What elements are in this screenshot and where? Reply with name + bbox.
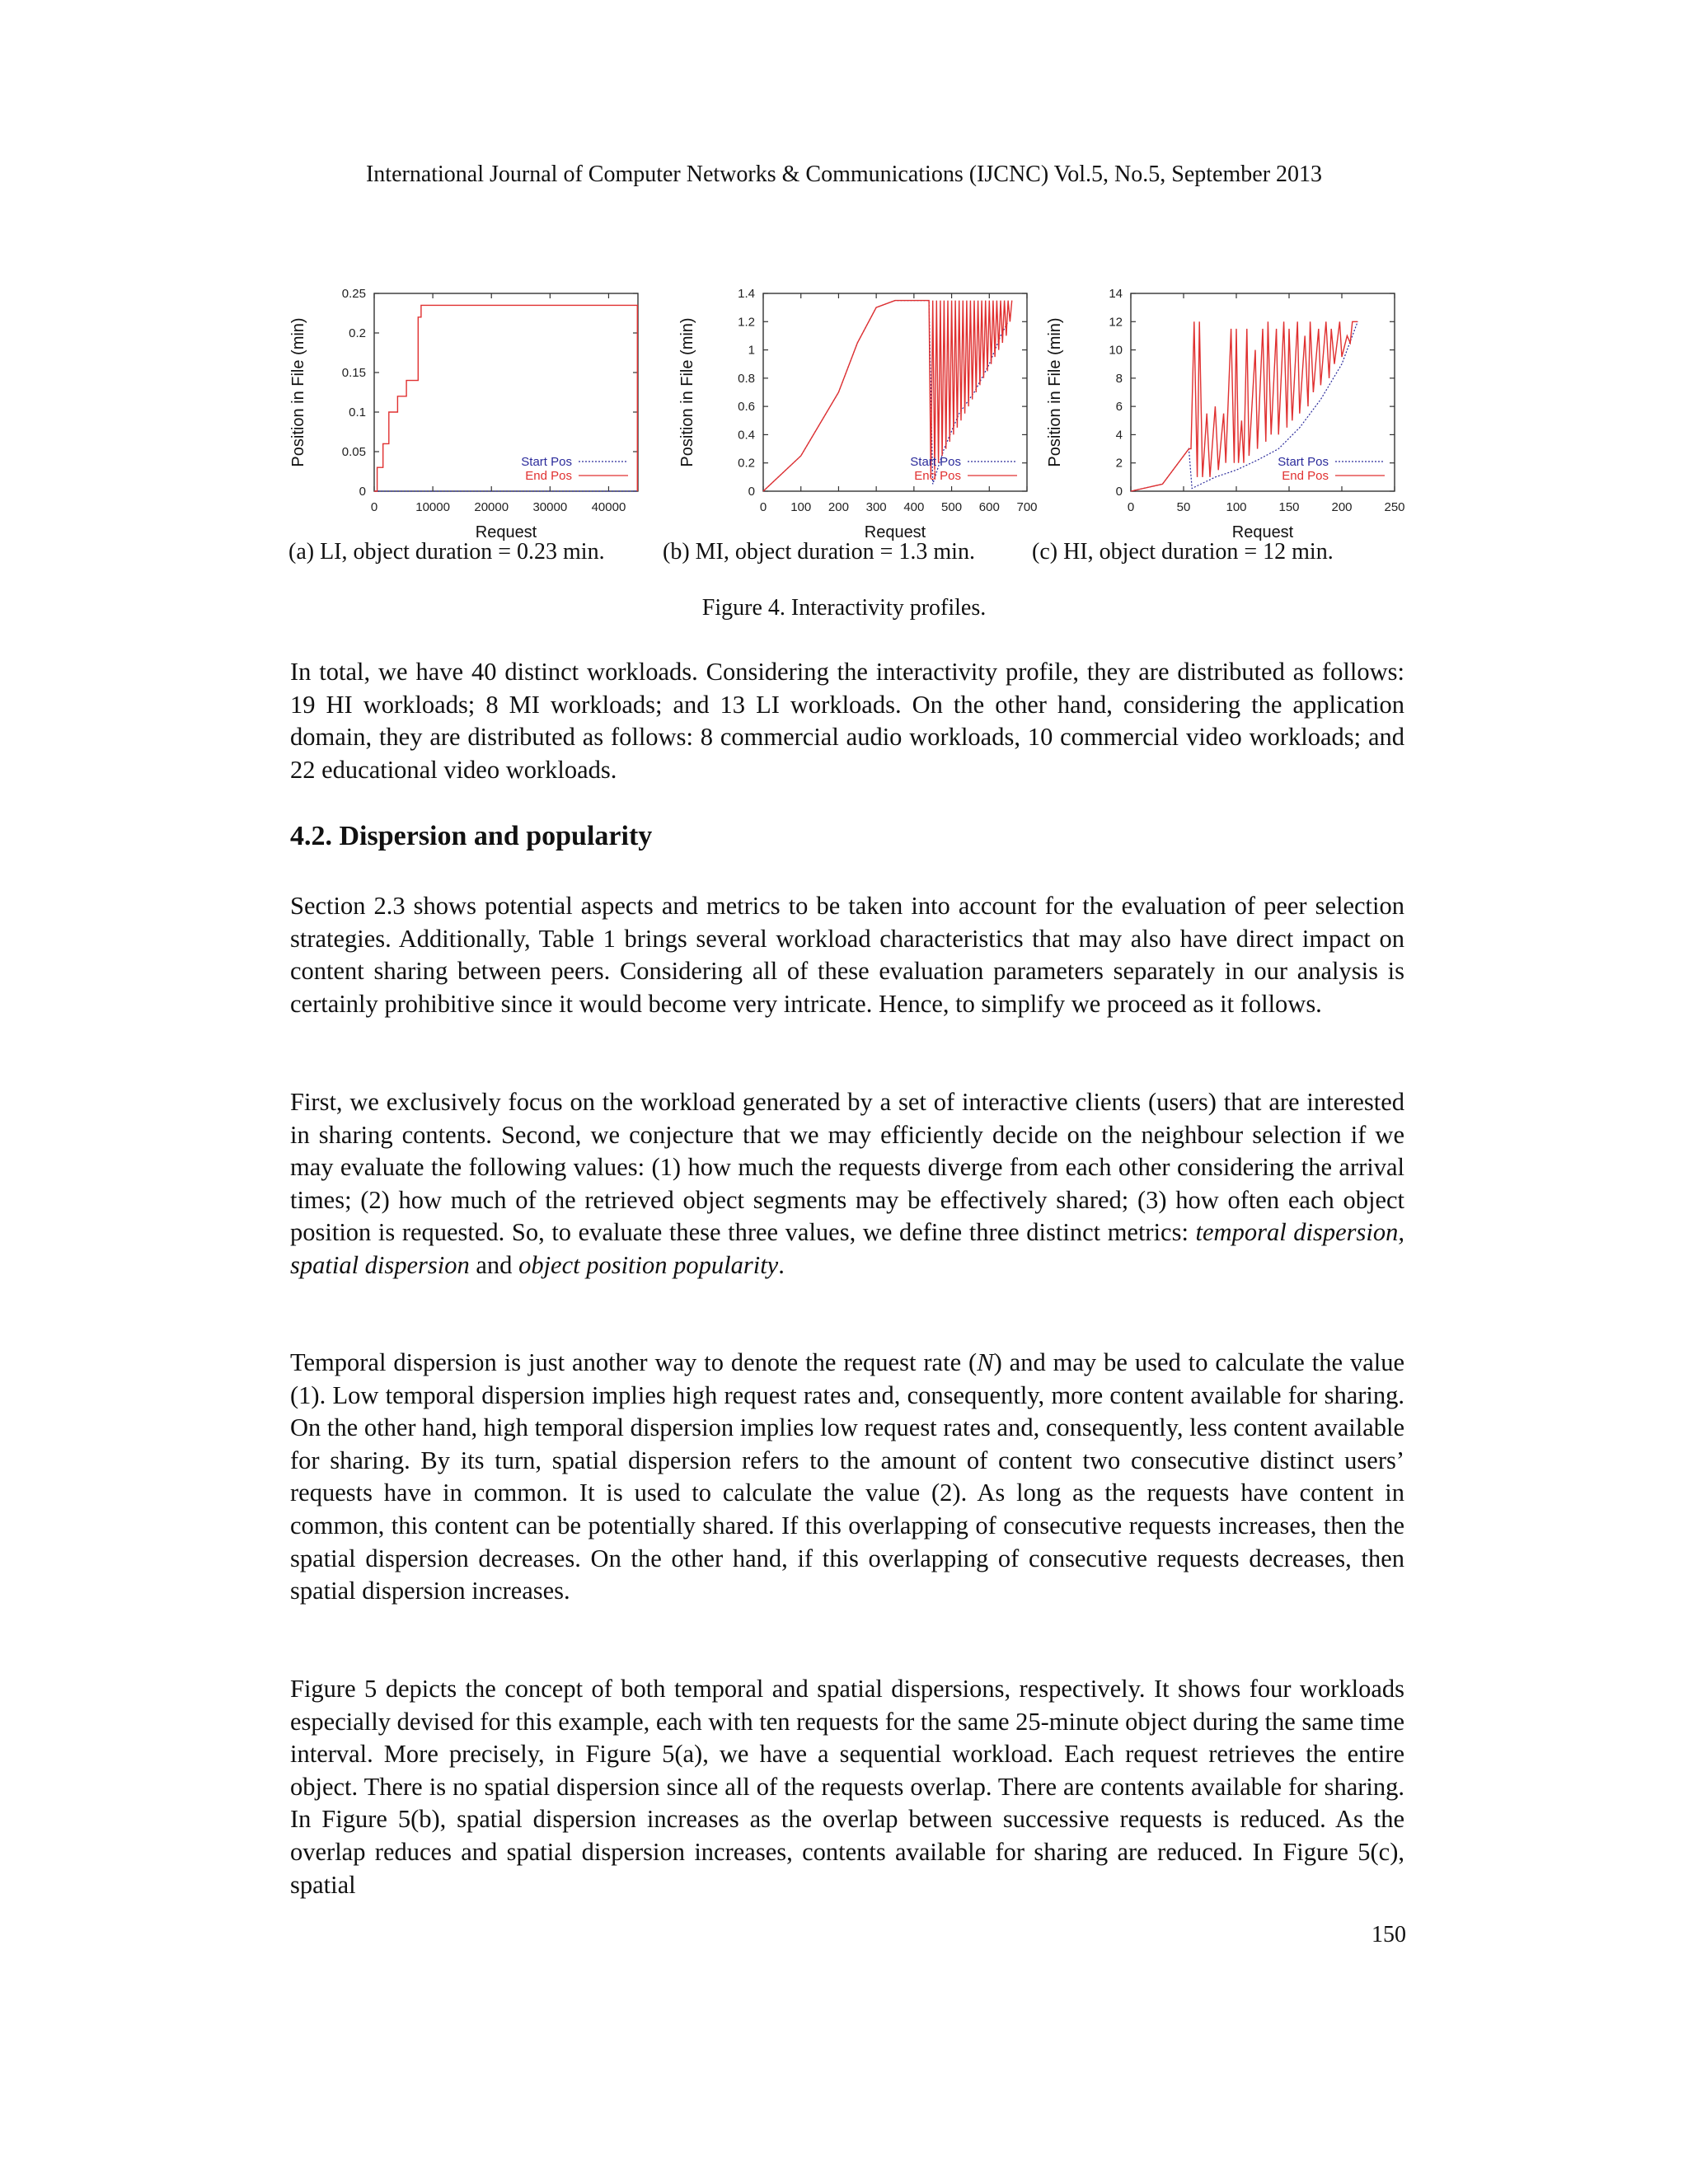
- y-tick-label: 0.2: [349, 326, 366, 340]
- x-tick-label: 30000: [532, 500, 568, 514]
- y-tick-label: 2: [1115, 456, 1123, 471]
- y-tick-label: 0.05: [341, 445, 366, 459]
- x-tick-label: 150: [1278, 500, 1300, 514]
- x-axis-label: Request: [1231, 523, 1294, 541]
- y-tick-label: 12: [1109, 315, 1123, 330]
- metrics-text-c: .: [778, 1250, 785, 1279]
- figure-4: [284, 279, 1424, 542]
- y-tick-label: 0.8: [738, 371, 755, 386]
- y-tick-label: 10: [1109, 343, 1123, 358]
- x-tick-label: 100: [790, 500, 812, 514]
- legend-label: Start Pos: [910, 455, 961, 469]
- y-tick-label: 0.1: [349, 405, 366, 419]
- x-tick-label: 250: [1384, 500, 1405, 514]
- y-tick-label: 0.2: [738, 456, 755, 471]
- legend-label: End Pos: [525, 469, 572, 483]
- chart-li: [284, 279, 646, 542]
- section-heading: 4.2. Dispersion and popularity: [290, 821, 653, 851]
- x-tick-label: 0: [1127, 500, 1135, 514]
- paragraph-evaluation-parameters: Section 2.3 shows potential aspects and metrics to be taken into account for the evaluation of peer selection strategies. Additionally, Table 1 brings several workload characteristics that may also have direct impact on content sharing between peers. Considering all of these evaluation parameters separately in our analysis is certainly prohibitive since it would become very intricate. Hence, to simplify we proceed as it follows.: [290, 892, 1404, 1018]
- x-tick-label: 700: [1016, 500, 1038, 514]
- y-tick-label: 14: [1109, 287, 1123, 301]
- y-tick-label: 0.6: [738, 400, 755, 415]
- metrics-term-dispersion: temporal dispersion, spatial dispersion: [290, 1218, 1404, 1279]
- paragraph-metrics: [290, 1086, 1404, 1282]
- y-tick-label: 0.4: [738, 428, 755, 443]
- paragraph-workloads: In total, we have 40 distinct workloads. Considering the interactivity profile, they are distributed as follows: 19 HI workloads; 8 MI workloads; and 13 LI workloads. On the other hand, considering the application domain, they are distributed as follows: 8 commercial audio workloads, 10 commercial video workloads; and 22 educational video workloads.: [290, 658, 1404, 784]
- metrics-term-popularity: object position popularity: [518, 1250, 779, 1279]
- subcaption-b: (b) MI, object duration = 1.3 min.: [663, 539, 975, 565]
- x-tick-label: 200: [1331, 500, 1353, 514]
- x-tick-label: 40000: [591, 500, 626, 514]
- running-header: International Journal of Computer Networks & Communications (IJCNC) Vol.5, No.5, September 2013: [365, 162, 1323, 187]
- chart-mi: [673, 279, 1038, 542]
- x-tick-label: 10000: [415, 500, 450, 514]
- y-tick-label: 0: [748, 485, 755, 499]
- y-tick-label: 6: [1115, 400, 1123, 415]
- x-axis-label: Request: [864, 523, 926, 541]
- series-line-end-pos: [763, 301, 1012, 491]
- y-tick-label: 0.15: [341, 366, 366, 380]
- x-tick-label: 50: [1176, 500, 1191, 514]
- x-axis-label: Request: [475, 523, 537, 541]
- y-tick-label: 1.2: [738, 315, 755, 330]
- legend-label: Start Pos: [521, 455, 572, 469]
- chart-hi: [1040, 279, 1403, 542]
- y-tick-label: 0: [359, 485, 366, 499]
- x-tick-label: 100: [1226, 500, 1247, 514]
- legend-label: End Pos: [914, 469, 961, 483]
- subcaption-a: (a) LI, object duration = 0.23 min.: [288, 539, 605, 565]
- legend-label: End Pos: [1282, 469, 1329, 483]
- x-tick-label: 600: [978, 500, 1000, 514]
- y-axis-label: Position in File (min): [289, 317, 307, 467]
- y-tick-label: 1.4: [738, 287, 755, 301]
- temporal-text-b: ) and may be used to calculate the value (1). Low temporal dispersion implies high request rates and, consequently, more content available for sharing. On the other hand, high temporal dispersion implies low request rates and, consequently, less content available for sharing. By its turn, spatial dispersion refers to the amount of content two consecutive distinct users’ requests have in common. It is used to calculate the value (2). As long as the requests have content in common, this content can be potentially shared. If this overlapping of consecutive requests increases, then the spatial dispersion decreases. On the other hand, if this overlapping of consecutive requests decreases, then spatial dispersion increases.: [290, 1348, 1404, 1605]
- x-tick-label: 300: [865, 500, 887, 514]
- y-tick-label: 1: [748, 343, 755, 358]
- y-axis-label: Position in File (min): [1046, 317, 1064, 467]
- x-tick-label: 0: [370, 500, 378, 514]
- series-line-end-pos: [374, 305, 637, 491]
- x-tick-label: 500: [941, 500, 963, 514]
- x-tick-label: 0: [759, 500, 767, 514]
- y-tick-label: 8: [1115, 371, 1123, 386]
- figure-caption: Figure 4. Interactivity profiles.: [701, 595, 987, 621]
- paragraph-temporal-spatial: [290, 1347, 1404, 1608]
- y-tick-label: 4: [1115, 428, 1123, 443]
- x-tick-label: 400: [903, 500, 925, 514]
- page-number: 150: [1372, 1922, 1406, 1947]
- metrics-text-b: and: [469, 1250, 519, 1279]
- temporal-symbol-n: N: [977, 1348, 994, 1376]
- x-tick-label: 20000: [474, 500, 509, 514]
- legend-label: Start Pos: [1278, 455, 1329, 469]
- subcaption-c: (c) HI, object duration = 12 min.: [1032, 539, 1334, 565]
- y-tick-label: 0.25: [341, 287, 366, 301]
- y-tick-label: 0: [1115, 485, 1123, 499]
- temporal-text-a: Temporal dispersion is just another way to denote the request rate (: [290, 1348, 978, 1376]
- x-tick-label: 200: [828, 500, 849, 514]
- y-axis-label: Position in File (min): [678, 317, 696, 467]
- metrics-text-a: First, we exclusively focus on the workload generated by a set of interactive clients (users) that are interested in sharing contents. Second, we conjecture that we may efficiently decide on the neighbour selection if we may evaluate the following values: (1) how much the requests diverge from each other considering the arrival times; (2) how much of the retrieved object segments may be effectively shared; (3) how often each object position is requested. So, to evaluate these three values, we define three distinct metrics:: [290, 1088, 1404, 1247]
- paragraph-figure-5: Figure 5 depicts the concept of both temporal and spatial dispersions, respectively. It shows four workloads especially devised for this example, each with ten requests for the same 25-minute object during the same time interval. More precisely, in Figure 5(a), we have a sequential workload. Each request retrieves the entire object. There is no spatial dispersion since all of the requests overlap. There are contents available for sharing. In Figure 5(b), spatial dispersion increases as the overlap between successive requests is reduced. As the overlap reduces and spatial dispersion increases, contents available for sharing are reduced. In Figure 5(c), spatial: [290, 1675, 1404, 1899]
